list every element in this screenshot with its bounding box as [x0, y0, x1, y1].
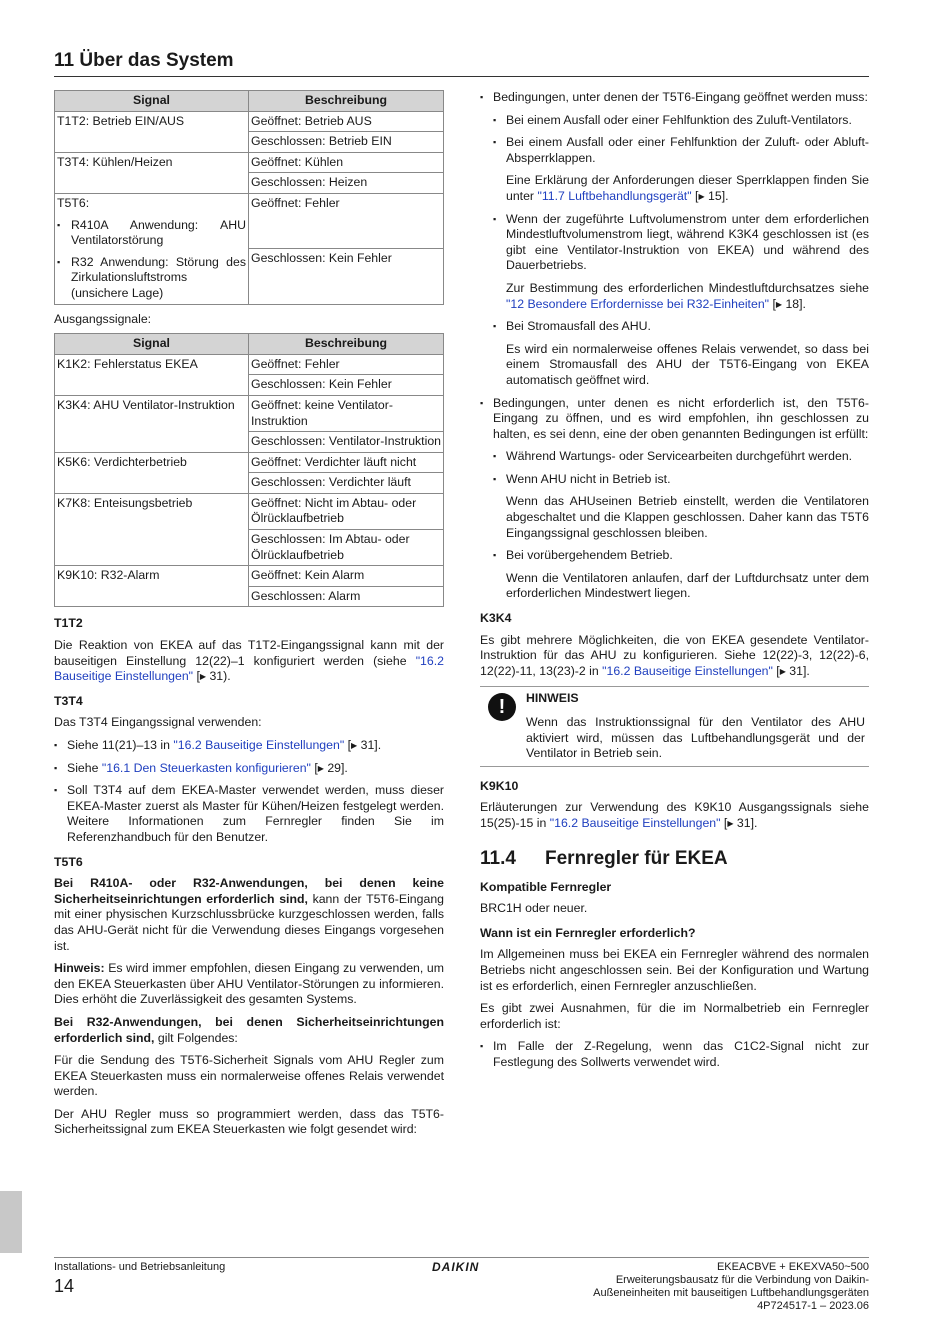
- cross-ref-link[interactable]: "16.1 Den Steuerkasten konfigurieren": [101, 760, 311, 775]
- side-tab: [0, 1191, 22, 1253]
- notice-title: HINWEIS: [526, 691, 579, 706]
- list-item: ▪ Bei einem Ausfall oder einer Fehlfunktion des Zuluft-Ventilators.: [493, 113, 869, 129]
- cross-ref-link[interactable]: "11.7 Luftbehandlungsgerät": [537, 188, 692, 203]
- cross-ref-link[interactable]: "16.2 Bauseitige Einstellungen": [549, 815, 721, 830]
- heading-t1t2: T1T2: [54, 616, 83, 631]
- desc-cell: Geschlossen: Kein Fehler: [249, 249, 444, 304]
- text: ▪ Wenn der zugeführte Luftvolumenstrom unter dem erforderlichen Mindestluftvolumenstrom liegt, während K3K4 geschlossen ist (es gibt eine Ventilator-Instruktion von EKEA) und während des Dauerbetriebs.: [506, 211, 869, 273]
- t3t4-list: [54, 738, 444, 846]
- triangle-right-icon: ▶: [775, 299, 783, 309]
- cross-ref-link[interactable]: "16.2 Bauseitige Einstellungen": [602, 663, 773, 678]
- paragraph: Der AHU Regler muss so programmiert werden, dass das T5T6-Sicherheitssignal zum EKEA Steuerkasten wie folgt gesendet wird:: [54, 1106, 444, 1137]
- triangle-right-icon: ▶: [727, 818, 734, 828]
- desc-cell: Geöffnet: keine Ventilator-Instruktion: [249, 395, 444, 431]
- list-item: ▪ R32 Anwendung: Störung des Zirkulationsluftstroms (unsichere Lage): [57, 255, 246, 302]
- text: ▪ Bedingungen, unter denen es nicht erforderlich ist, den T5T6-Eingang zu öffnen, und es wird empfohlen, ihn geschlossen zu halten, es sei denn, eine der oben genannten Bedingungen ist erfüllt:: [493, 395, 869, 441]
- footer-line: Erweiterungsbausatz für die Verbindung von Daikin-: [615, 1274, 869, 1286]
- table-header-row: [55, 334, 444, 355]
- text: 15].: [704, 188, 729, 203]
- text: Siehe 11(21)–13 in: [67, 738, 174, 752]
- section-number: 11.4: [480, 847, 516, 869]
- bold-text: Bei R410A- oder R32-Anwendungen, bei denen keine Sicherheitseinrichtungen erforderlich sind,: [54, 876, 444, 906]
- footer-product-info: [593, 1261, 869, 1313]
- list-item: ▪ Im Falle der Z-Regelung, wenn das C1C2-Signal nicht zur Festlegung des Sollwerts verwendet wird.: [480, 1039, 869, 1070]
- triangle-right-icon: ▶: [351, 741, 358, 750]
- list-item: [493, 472, 869, 541]
- text: Siehe: [67, 760, 102, 775]
- cross-ref-link[interactable]: "16.2 Bauseitige Einstellungen": [173, 738, 345, 752]
- paragraph: Für die Sendung des T5T6-Sicherheit Signals vom AHU Regler zum EKEA Steuerkasten muss ein normalerweise offenes Relais verwendet werden.: [54, 1053, 444, 1099]
- table-row: [55, 354, 444, 375]
- table-row: [55, 193, 444, 248]
- signal-cell: K9K10: R32-Alarm: [55, 566, 249, 607]
- paragraph: Es gibt zwei Ausnahmen, für die im Normalbetrieb ein Fernregler erforderlich ist:: [480, 1001, 869, 1031]
- heading-t5t6: T5T6: [54, 854, 83, 869]
- sub-paragraph: Es wird ein normalerweise offenes Relais verwendet, so dass bei einem Stromausfall des AHU der T5T6-Eingang von EKEA automatisch geöffnet wird.: [506, 341, 869, 387]
- table-row: [55, 452, 444, 473]
- triangle-right-icon: ▶: [199, 672, 207, 682]
- text: Zur Bestimmung des erforderlichen Mindestluftdurchsatzes siehe: [506, 280, 869, 295]
- signal-cell: [55, 193, 249, 304]
- desc-cell: Geöffnet: Betrieb AUS: [249, 111, 444, 132]
- header-signal: Signal: [55, 91, 249, 112]
- footer-line: 4P724517-1 – 2023.06: [757, 1300, 869, 1312]
- text: Erläuterungen zur Verwendung des K9K10 Ausgangssignals siehe 15(25)-15 in: [480, 800, 869, 830]
- bold-text: Hinweis:: [54, 961, 105, 976]
- right-column: [480, 90, 869, 1078]
- desc-cell: Geöffnet: Nicht im Abtau- oder Ölrücklaufbetrieb: [249, 493, 444, 529]
- signal-label: T5T6:: [57, 195, 90, 210]
- cross-ref-link[interactable]: "12 Besondere Erfordernisse bei R32-Einheiten": [506, 296, 770, 311]
- heading-compatible: Kompatible Fernregler: [480, 879, 612, 894]
- desc-cell: Geschlossen: Kein Fehler: [249, 375, 444, 396]
- desc-cell: Geschlossen: Im Abtau- oder Ölrücklaufbetrieb: [249, 530, 444, 566]
- heading-k9k10: K9K10: [480, 778, 519, 793]
- section-name: Fernregler für EKEA: [545, 847, 728, 869]
- cross-ref-link[interactable]: "16.2 Bauseitige Einstellungen": [54, 653, 444, 684]
- paragraph: [54, 961, 444, 1008]
- footer-divider: [54, 1257, 869, 1258]
- text: kann der T5T6-Eingang mit einer physischen Kurzschlussbrücke kurzgeschlossen werden, falls das AHU-Gerät nicht für die Verwendung dieses Eingangs vorgesehen ist.: [54, 891, 444, 953]
- page-number: 14: [54, 1276, 75, 1296]
- sub-paragraph: Eine Erklärung der Anforderungen dieser Sperrklappen finden Sie unter "11.7 Luftbehandlungsgerät" [▶ 15].: [506, 173, 869, 203]
- desc-cell: Geschlossen: Verdichter läuft: [249, 473, 444, 494]
- sub-paragraph: Wenn die Ventilatoren anlaufen, darf der Luftdurchsatz unter dem erforderlichen Mindestwert liegen.: [506, 570, 869, 601]
- paragraph: BRC1H oder neuer.: [480, 901, 588, 916]
- list-item: ▪ Siehe 11(21)–13 in "16.2 Bauseitige Einstellungen" [▶ 31].: [54, 738, 444, 754]
- text: 31].: [785, 663, 810, 678]
- bold-text: Bei R32-Anwendungen, bei denen Sicherheitseinrichtungen erforderlich sind,: [54, 1014, 444, 1045]
- footer-line: EKEACBVE + EKEXVA50~500: [716, 1261, 869, 1273]
- text: 31].: [733, 815, 758, 830]
- desc-cell: Geöffnet: Fehler: [249, 354, 444, 375]
- sub-paragraph: Wenn das AHUseinen Betrieb einstellt, werden die Ventilatoren abgeschaltet und die Klappen geschlossen. Daher kann das T5T6 Eingangssignal geschlossen bleiben.: [506, 494, 869, 540]
- table-row: [55, 152, 444, 173]
- desc-cell: Geöffnet: Fehler: [249, 193, 444, 248]
- paragraph-k9k10: Erläuterungen zur Verwendung des K9K10 Ausgangssignals siehe 15(25)-15 in "16.2 Bauseitige Einstellungen" [▶ 31].: [480, 800, 869, 830]
- signal-cell: K1K2: Fehlerstatus EKEA: [55, 354, 249, 395]
- desc-cell: Geschlossen: Heizen: [249, 173, 444, 194]
- list-item: ▪ R410A Anwendung: AHU Ventilatorstörung: [57, 218, 246, 249]
- list-item: [493, 212, 869, 313]
- desc-cell: Geschlossen: Betrieb EIN: [249, 132, 444, 153]
- paragraph: [54, 876, 444, 954]
- text: ▪ Bei Stromausfall des AHU.: [506, 319, 651, 334]
- output-signals-label: Ausgangssignale:: [54, 311, 152, 326]
- footer-manual-title: Installations- und Betriebsanleitung: [54, 1261, 226, 1273]
- text: 31).: [206, 669, 231, 684]
- paragraph-t1t2: Die Reaktion von EKEA auf das T1T2-Eingangssignal kann mit der bauseitigen Einstellung 12(22)–1 konfiguriert werden (siehe "16.2 Bauseitige Einstellungen" [▶ 31).: [54, 638, 444, 684]
- desc-cell: Geschlossen: Ventilator-Instruktion: [249, 432, 444, 453]
- heading-when: Wann ist ein Fernregler erforderlich?: [480, 925, 696, 940]
- exclamation-icon: !: [488, 693, 516, 721]
- list-item: [493, 548, 869, 602]
- triangle-right-icon: ▶: [317, 763, 324, 773]
- signal-cell: T1T2: Betrieb EIN/AUS: [55, 111, 249, 152]
- text: ▪ Bedingungen, unter denen der T5T6-Eingang geöffnet werden muss:: [493, 90, 868, 104]
- text: 31].: [357, 738, 382, 752]
- text: ▪ Wenn AHU nicht in Betrieb ist.: [506, 471, 671, 486]
- list-item: [480, 90, 869, 389]
- input-signal-table: [54, 90, 444, 305]
- paragraph-t3t4-intro: Das T3T4 Eingangssignal verwenden:: [54, 715, 262, 730]
- notice-text: Wenn das Instruktionssignal für den Ventilator des AHU aktiviert wird, müssen das Luftbehandlungsgerät und der Ventilator in Betrieb sein.: [526, 715, 865, 761]
- paragraph-k3k4: Es gibt mehrere Möglichkeiten, die von EKEA gesendete Ventilator-Instruktion für das AHU zu konfigurieren. Siehe 12(22)-3, 12(22)-6, 12(22)-11, 13(23)-2 in "16.2 Bauseitige Einstellungen" [▶ 31].: [480, 632, 869, 678]
- brand-logo: DAIKIN: [432, 1260, 480, 1274]
- paragraph: [54, 1015, 444, 1046]
- signal-cell: K5K6: Verdichterbetrieb: [55, 452, 249, 493]
- heading-t3t4: T3T4: [54, 693, 83, 708]
- text: Eine Erklärung der Anforderungen dieser Sperrklappen finden Sie unter: [506, 173, 869, 203]
- list-item: ▪ Soll T3T4 auf dem EKEA-Master verwendet werden, muss dieser EKEA-Master zuerst als Master für Kühen/Heizen festgelegt werden. Weitere Informationen zum Fernregler finden Sie im Referenzhandbuch für den Benutzer.: [54, 783, 444, 845]
- text: Es gibt mehrere Möglichkeiten, die von EKEA gesendete Ventilator-Instruktion für das AHU zu konfigurieren. Siehe 12(22)-3, 12(22)-6, 12(22)-11, 13(23)-2 in: [480, 632, 869, 678]
- list-item: [493, 319, 869, 388]
- list-item: [480, 396, 869, 603]
- table-row: [55, 493, 444, 529]
- signal-cell: T3T4: Kühlen/Heizen: [55, 152, 249, 193]
- table-header-row: [55, 91, 444, 112]
- text: ▪ Bei einem Ausfall oder einer Fehlfunktion der Zuluft- oder Abluft-Absperrklappen.: [506, 135, 869, 165]
- paragraph: Im Allgemeinen muss bei EKEA ein Fernregler während des normalen Betriebs nicht angeschlossen sein. Bei der Konfiguration und Wartung ist es erforderlich, einen Fernregler anzuschließen.: [480, 947, 869, 993]
- list-item: [493, 135, 869, 204]
- text: Die Reaktion von EKEA auf das T1T2-Eingangssignal kann mit der bauseitigen Einstellung 12(22)–1 konfiguriert werden (siehe: [54, 638, 444, 668]
- triangle-right-icon: ▶: [779, 666, 786, 676]
- signal-cell: K3K4: AHU Ventilator-Instruktion: [55, 395, 249, 452]
- table-row: [55, 111, 444, 132]
- signal-sublist: [57, 218, 246, 302]
- exceptions-list: [480, 1039, 869, 1070]
- desc-cell: Geschlossen: Alarm: [249, 586, 444, 607]
- header-description: Beschreibung: [249, 334, 444, 355]
- notice-box: [480, 686, 869, 766]
- table-row: [55, 395, 444, 431]
- heading-k3k4: K3K4: [480, 611, 512, 626]
- desc-cell: Geöffnet: Verdichter läuft nicht: [249, 452, 444, 473]
- signal-cell: K7K8: Enteisungsbetrieb: [55, 493, 249, 565]
- chapter-title: 11 Über das System: [54, 50, 869, 77]
- closed-conditions-sublist: [493, 449, 869, 602]
- header-signal: Signal: [55, 334, 249, 355]
- footer-line: Außeneinheiten mit bauseitigen Luftbehandlungsgeräten: [593, 1287, 869, 1299]
- list-item: ▪ Siehe "16.1 Den Steuerkasten konfigurieren" [▶ 29].: [54, 761, 444, 777]
- text: gilt Folgendes:: [154, 1030, 238, 1045]
- text: 29].: [323, 760, 348, 775]
- conditions-list: [480, 90, 869, 602]
- triangle-right-icon: ▶: [698, 191, 705, 201]
- header-description: Beschreibung: [249, 91, 444, 112]
- list-item: ▪ Während Wartungs- oder Servicearbeiten durchgeführt werden.: [493, 449, 869, 465]
- text: 18].: [782, 296, 806, 311]
- left-column: [54, 90, 444, 1145]
- desc-cell: Geöffnet: Kein Alarm: [249, 566, 444, 587]
- open-conditions-sublist: [493, 113, 869, 389]
- output-signal-table: [54, 333, 444, 607]
- desc-cell: Geöffnet: Kühlen: [249, 152, 444, 173]
- text: Es wird immer empfohlen, diesen Eingang zu verwenden, um den EKEA Steuerkasten über AHU Ventilator-Störungen zu informieren. Dies erhöht die Zuverlässigkeit des gesamten Systems.: [54, 961, 444, 1007]
- table-row: [55, 566, 444, 587]
- sub-paragraph: Zur Bestimmung des erforderlichen Mindestluftdurchsatzes siehe "12 Besondere Erfordernisse bei R32-Einheiten" [▶ 18].: [506, 280, 869, 311]
- text: ▪ Bei vorübergehendem Betrieb.: [506, 548, 673, 563]
- section-title: [480, 848, 869, 870]
